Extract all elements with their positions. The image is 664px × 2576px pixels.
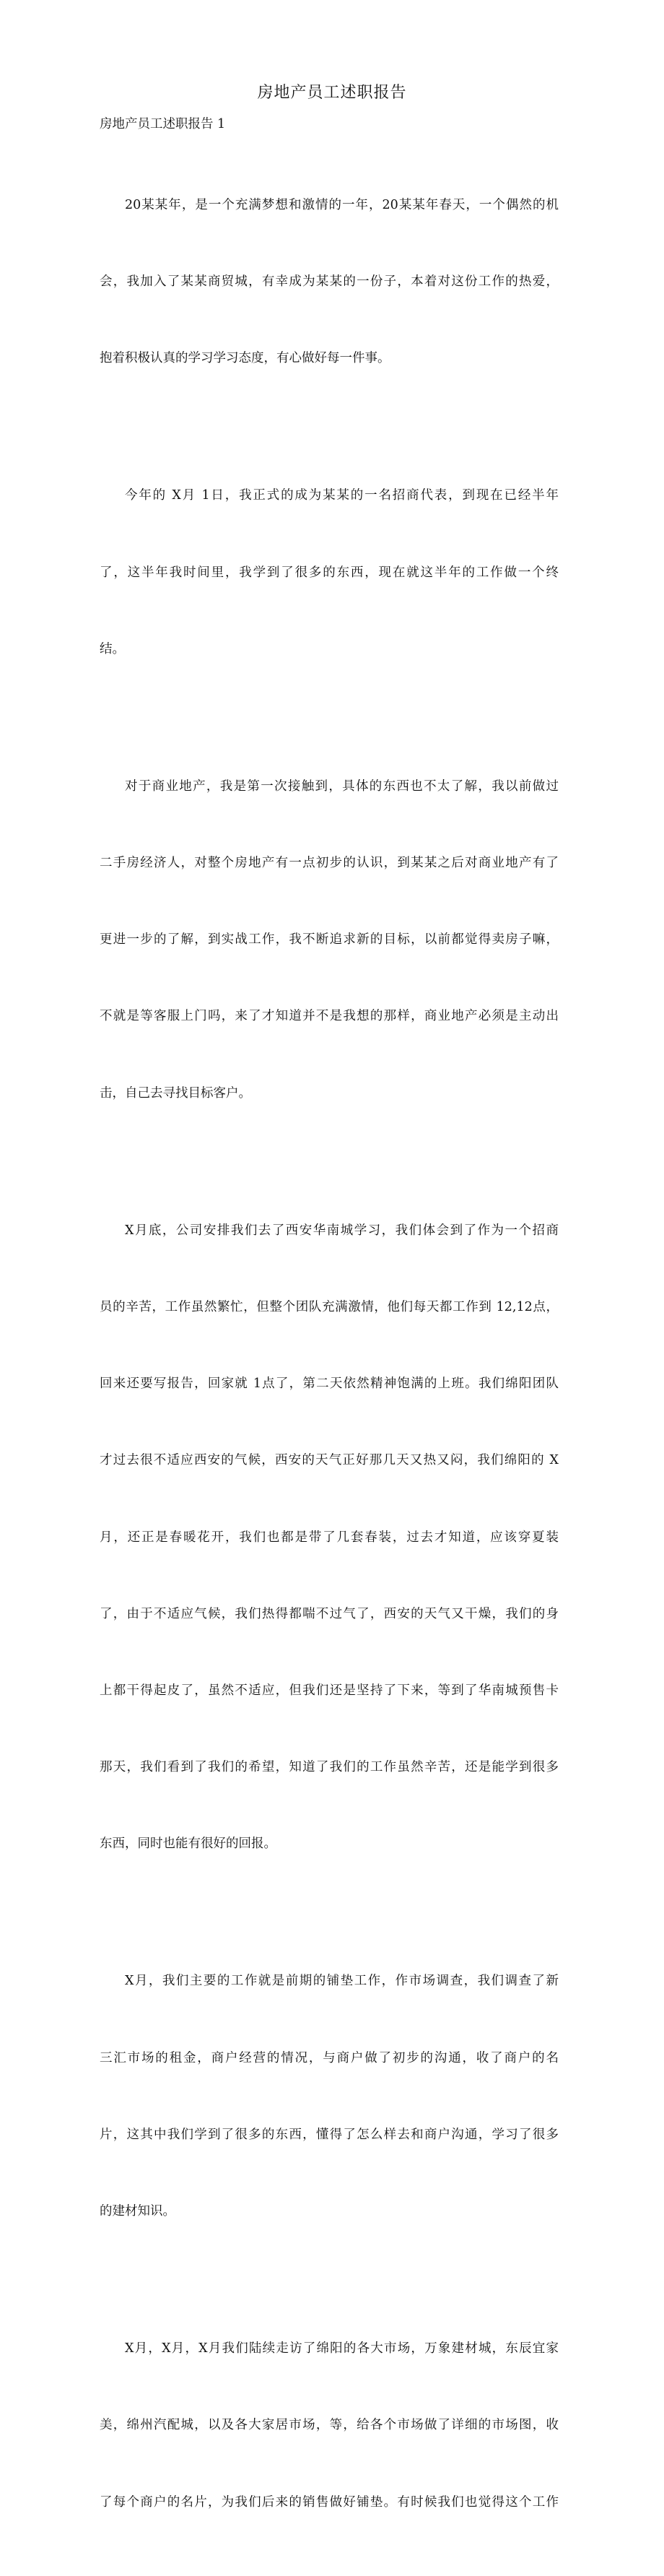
- text-line: 的建材知识。: [100, 2204, 175, 2219]
- paragraph-3: [100, 723, 559, 1158]
- text-line: 月，还正是春暖花开，我们也都是带了几套春装，过去才知道，应该穿夏装: [100, 1530, 559, 1545]
- text-line: X月，X月，X月我们陆续走访了绵阳的各大市场，万象建材城，东辰宜家: [125, 2341, 559, 2356]
- text-line: 才过去很不适应西安的气候，西安的天气正好那几天又热又闷，我们绵阳的 X: [100, 1453, 559, 1468]
- document-subtitle: 房地产员工述职报告 1: [100, 117, 226, 131]
- text-line: 了，由于不适应气候，我们热得都喘不过气了，西安的天气又干燥，我们的身: [100, 1606, 559, 1621]
- text-line: 对于商业地产，我是第一次接触到，具体的东西也不太了解，我以前做过: [125, 779, 559, 794]
- text-line: 上都干得起皮了，虽然不适应，但我们还是坚持了下来，等到了华南城预售卡: [100, 1683, 559, 1698]
- document-body: [100, 142, 559, 2576]
- text-line: 会，我加入了某某商贸城，有幸成为某某的一份子，本着对这份工作的热爱，: [100, 274, 559, 290]
- paragraph-2: [100, 432, 559, 713]
- text-line: 那天，我们看到了我们的希望，知道了我们的工作虽然辛苦，还是能学到很多: [100, 1760, 559, 1775]
- text-line: 更进一步的了解，到实战工作，我不断追求新的目标，以前都觉得卖房子嘛，: [100, 932, 559, 947]
- text-line: 员的辛苦，工作虽然繁忙，但整个团队充满激情，他们每天都工作到 12,12点，: [100, 1299, 559, 1314]
- text-line: 今年的 X月 1日，我正式的成为某某的一名招商代表，到现在已经半年: [125, 488, 559, 503]
- text-line: 击，自己去寻找目标客户。: [100, 1085, 251, 1101]
- text-line: 20某某年，是一个充满梦想和激情的一年，20某某年春天，一个偶然的机: [125, 197, 559, 212]
- document-title: 房地产员工述职报告: [257, 84, 407, 102]
- text-line: 东西，同时也能有很好的回报。: [100, 1836, 276, 1852]
- text-line: 二手房经济人，对整个房地产有一点初步的认识，到某某之后对商业地产有了: [100, 855, 559, 870]
- text-line: 回来还要写报告，回家就 1点了，第二天依然精神饱满的上班。我们绵阳团队: [100, 1376, 559, 1392]
- text-line: 抱着积极认真的学习学习态度，有心做好每一件事。: [100, 351, 390, 366]
- paragraph-5: [100, 1918, 559, 2276]
- text-line: 三汇市场的租金，商户经营的情况，与商户做了初步的沟通，收了商户的名: [100, 2050, 559, 2065]
- paragraph-4: [100, 1167, 559, 1909]
- text-line: X月底，公司安排我们去了西安华南城学习，我们体会到了作为一个招商: [125, 1223, 559, 1238]
- text-line: 片，这其中我们学到了很多的东西，懂得了怎么样去和商户沟通，学习了很多: [100, 2127, 559, 2142]
- text-line: 了，这半年我时间里，我学到了很多的东西，现在就这半年的工作做一个终: [100, 565, 559, 580]
- paragraph-6: [100, 2285, 559, 2566]
- text-line: 结。: [100, 641, 125, 656]
- text-line: 美，绵州汽配城，以及各大家居市场，等，给各个市场做了详细的市场图，收: [100, 2418, 559, 2433]
- text-line: 了每个商户的名片，为我们后来的销售做好铺垫。有时候我们也觉得这个工作: [100, 2494, 559, 2510]
- paragraph-1: [100, 142, 559, 422]
- text-line: 不就是等客服上门吗，来了才知道并不是我想的那样，商业地产必须是主动出: [100, 1009, 559, 1024]
- text-line: X月，我们主要的工作就是前期的铺垫工作，作市场调查，我们调查了新: [125, 1974, 559, 1989]
